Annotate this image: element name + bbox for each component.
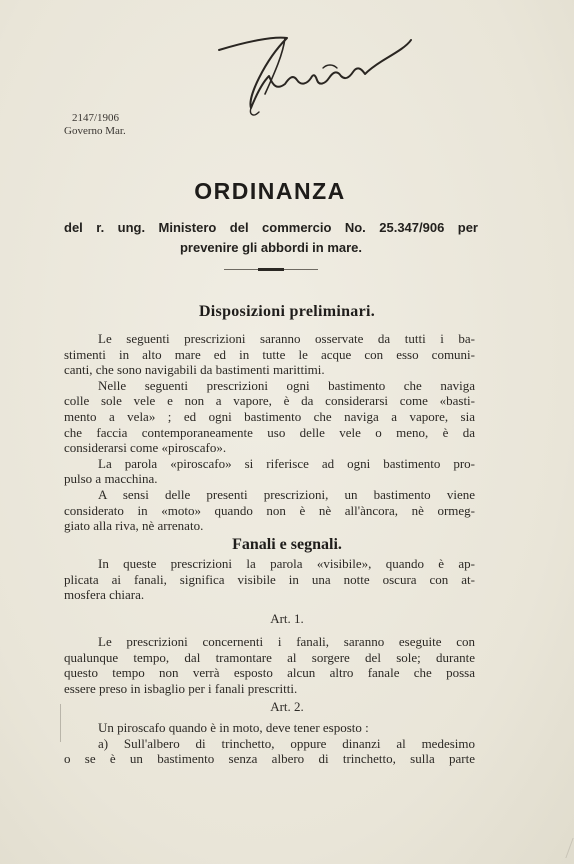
text-line: La parola «piroscafo» si riferisce ad ogni bastimento pro-: [98, 455, 475, 471]
text-line: questo tempo non verrà esposto alcun altro fanale che possa: [64, 665, 475, 681]
section-heading-lights: Fanali e segnali.: [232, 536, 342, 553]
text-line: plicata ai fanali, significa visibile in una notte oscura con at-: [64, 571, 475, 587]
text-line: o se è un bastimento senza albero di trinchetto, sulla parte: [64, 751, 475, 767]
article-1-text: [64, 634, 475, 696]
text-line: che faccia contemporaneamente uso delle vele o meno, è da: [64, 424, 475, 440]
text-line: In queste prescrizioni la parola «visibile», quando è ap-: [98, 556, 475, 571]
section-lights-text: [64, 556, 475, 603]
text-line: considerarsi come «piroscafo».: [64, 440, 227, 456]
text-line: colle sole vele e non a vapore, è da considerarsi come «basti-: [64, 393, 475, 409]
section-heading-preliminary: Disposizioni preliminari.: [198, 303, 376, 320]
text-line: Le prescrizioni concernenti i fanali, saranno eseguite con: [98, 634, 475, 649]
reference-office: Governo Mar.: [64, 125, 126, 137]
text-line: Le seguenti prescrizioni saranno osservate da tutti i ba-: [98, 331, 475, 346]
reference-number: 2147/1906: [72, 112, 120, 124]
text-line: essere preso in isbaglio per i fanali prescritti.: [64, 680, 298, 696]
text-line: pulso a macchina.: [64, 471, 158, 487]
article-heading-2: Art. 2.: [270, 699, 304, 714]
document-title: ORDINANZA: [194, 178, 346, 204]
subtitle-line: prevenire gli abbordi in mare.: [179, 240, 363, 255]
title-divider-bar: [258, 268, 284, 271]
text-line: qualunque tempo, dal tramontare al sorgere del sole; durante: [64, 649, 475, 665]
reference-block: [64, 112, 126, 138]
section-preliminary-text: [64, 331, 475, 534]
document-subtitle: [64, 218, 478, 258]
article-2-text: [64, 720, 475, 767]
text-line: a) Sull'albero di trinchetto, oppure dinanzi al medesimo: [98, 735, 475, 751]
subtitle-line: del r. ung. Ministero del commercio No. 25.347/906 per: [64, 220, 478, 235]
text-line: Un piroscafo quando è in moto, deve tener esposto :: [98, 720, 369, 735]
text-line: mento a vela» ; ed ogni bastimento che naviga a vapore, sia: [64, 408, 475, 424]
text-line: canti, che sono navigabili da bastimenti marittimi.: [64, 362, 325, 378]
handwritten-signature: [215, 28, 415, 120]
text-line: giato alla riva, nè arrenato.: [64, 518, 204, 534]
page-corner-crease: [555, 838, 573, 858]
text-line: considerato in «moto» quando non è nè all'àncora, nè ormeg-: [64, 502, 475, 518]
margin-pencil-mark: [60, 704, 61, 742]
article-heading-1: Art. 1.: [270, 611, 304, 626]
text-line: A sensi delle presenti prescrizioni, un bastimento viene: [98, 486, 475, 502]
text-line: stimenti in alto mare ed in tutte le acque con esso comuni-: [64, 346, 475, 362]
text-line: mosfera chiara.: [64, 587, 145, 603]
text-line: Nelle seguenti prescrizioni ogni bastimento che naviga: [98, 377, 475, 393]
